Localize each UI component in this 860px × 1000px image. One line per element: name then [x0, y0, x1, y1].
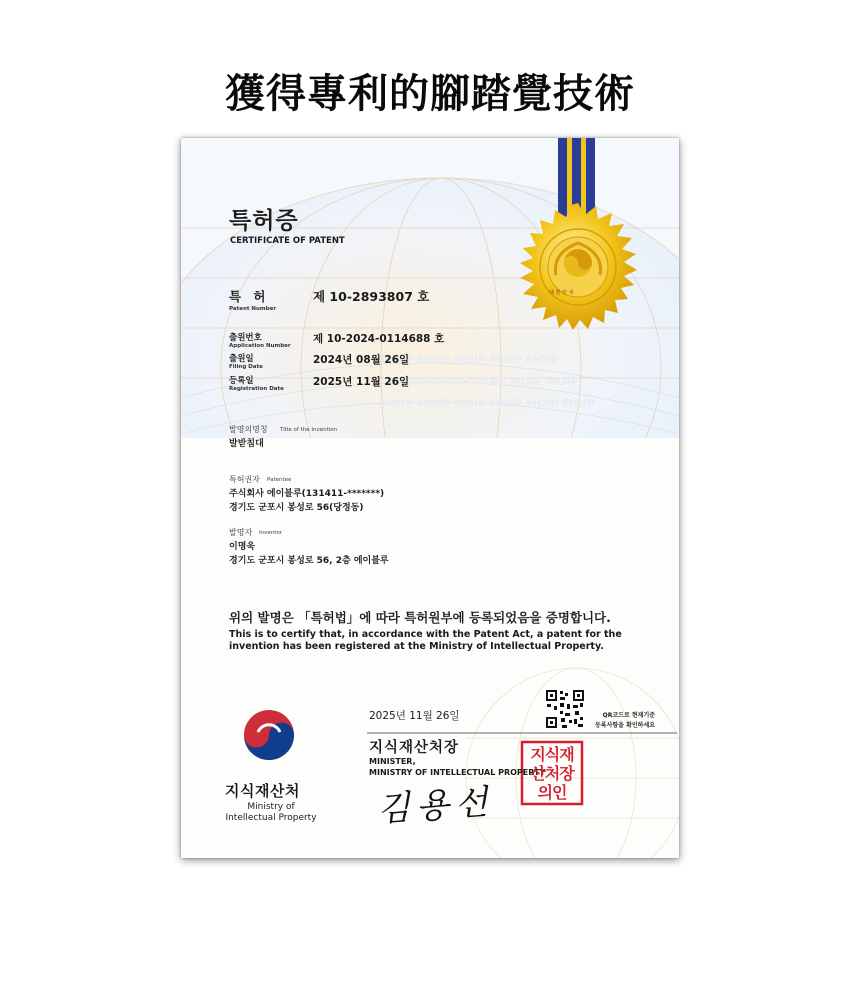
official-seal: 지식재산처장의인	[530, 745, 574, 802]
filing-date: 2024년 08월 26일	[313, 354, 410, 366]
patentee-label-en: Patentee	[267, 477, 292, 483]
minister-title-ko: 지식재산처장	[369, 740, 460, 756]
certification-statement-ko: 위의 발명은 「특허법」에 따라 특허원부에 등록되었음을 증명합니다.	[229, 610, 611, 625]
registration-date: 2025년 11월 26일	[313, 376, 410, 388]
application-label-ko: 출원번호	[229, 333, 262, 343]
registration-label-en: Registration Date	[229, 386, 284, 392]
minister-title-en-2: MINISTRY OF INTELLECTUAL PROPERTY	[369, 768, 546, 777]
patentee-name: 주식회사 에이블루(131411-*******)	[229, 489, 385, 499]
svg-text:MOIP MOIP MOIP MOIP MOIP MOIP: MOIP MOIP MOIP MOIP MOIP MOIP	[381, 397, 595, 410]
filing-label-en: Filing Date	[229, 364, 263, 370]
filing-label-ko: 출원일	[229, 354, 254, 364]
issue-date: 2025년 11월 26일	[369, 710, 460, 722]
patent-number: 제 10-2893807 호	[313, 289, 430, 304]
qr-code	[545, 689, 585, 729]
patent-certificate	[181, 138, 679, 858]
patentee-address: 경기도 군포시 봉성로 56(당정동)	[229, 503, 364, 513]
qr-note-line-2: 등록사항을 확인하세요	[595, 722, 656, 729]
certification-statement-en: This is to certify that, in accordance with the Patent Act, a patent for the invention has been registered at the Ministry of Intellectual Property.	[229, 629, 622, 652]
ministry-logo-ko: 지식재산처	[225, 782, 300, 800]
svg-text:MOIP MOIP MOIP MOIP MOIP: MOIP MOIP MOIP MOIP MOIP	[381, 353, 559, 366]
patent-label-ko: 특 허	[229, 289, 270, 304]
page-headline: 獲得專利的腳踏覺技術	[225, 71, 635, 117]
inventor-label-ko: 발명자	[229, 528, 253, 537]
medal-text: 대 한 민 국	[549, 290, 574, 296]
application-number: 제 10-2024-0114688 호	[313, 333, 445, 345]
certificate-title-en: CERTIFICATE OF PATENT	[230, 236, 345, 246]
invention-label-ko: 발명의명칭	[229, 425, 268, 434]
ministry-logo-en: Ministry of Intellectual Property	[225, 802, 317, 823]
signature: 김용선	[375, 781, 496, 831]
inventor-address: 경기도 군포시 봉성로 56, 2층 에이블루	[229, 556, 389, 566]
certificate-title-ko: 특허증	[229, 208, 299, 234]
svg-text:MOIP MOIP MOIP MOIP MOIP: MOIP MOIP MOIP MOIP MOIP	[401, 375, 579, 388]
inventor-name: 이명욱	[229, 542, 256, 552]
patent-label-en: Patent Number	[229, 306, 277, 312]
application-label-en: Application Number	[229, 343, 291, 349]
qr-note	[595, 711, 655, 731]
minister-title-en-1: MINISTER,	[369, 757, 416, 766]
patentee-label-ko: 특허권자	[229, 475, 260, 484]
invention-label-en: Title of the Invention	[280, 427, 338, 433]
inventor-label-en: Inventor	[259, 530, 283, 536]
qr-note-line-1: QR코드로 현재기준	[602, 712, 656, 719]
invention-title: 발받침대	[229, 439, 264, 449]
registration-label-ko: 등록일	[229, 376, 254, 386]
taegeuk-logo	[244, 710, 294, 760]
